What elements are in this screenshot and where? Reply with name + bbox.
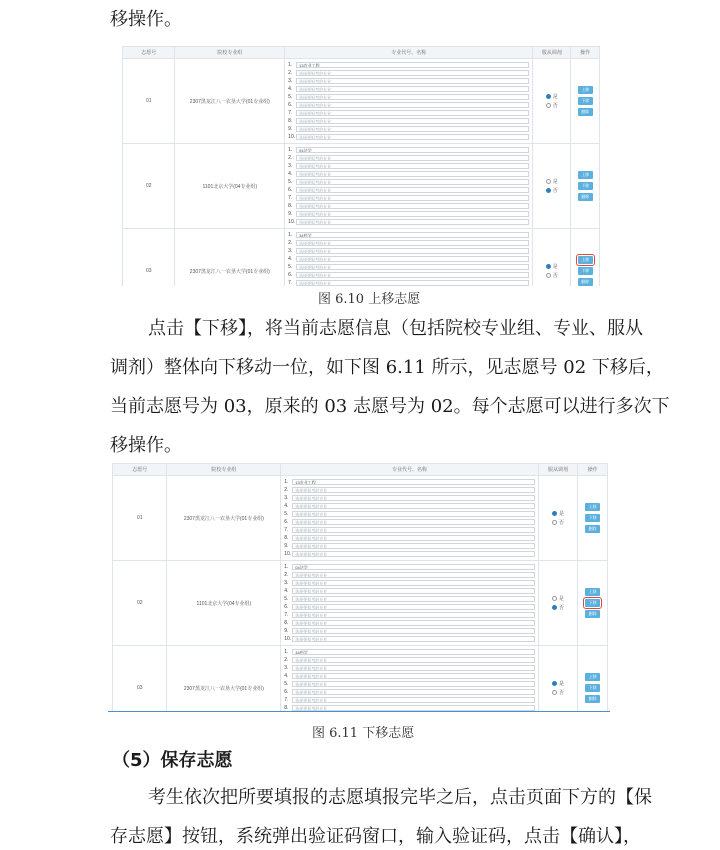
major-slot [288,255,529,263]
major-slot-number: 1. [284,479,289,485]
adjust-radio-yes[interactable] [539,679,578,688]
major-select[interactable]: 选择要报考的专业 [292,657,534,664]
adjust-options [538,646,578,712]
adjust-radio-no[interactable] [539,688,578,697]
major-slot [284,619,534,627]
major-slot [288,239,529,247]
major-select[interactable]: 选择要报考的专业 [296,203,529,210]
major-select[interactable]: 选择要报考的专业 [296,163,529,170]
major-slot [288,271,529,279]
major-slot-number: 1. [284,649,289,655]
major-slot-number: 2. [288,70,293,76]
move-down-button[interactable]: 下移 [585,599,600,607]
major-slot [288,162,529,170]
major-select[interactable]: 选择要报考的专业 [292,495,534,502]
major-select[interactable]: 选择要报考的专业 [296,102,529,109]
adjust-radio-no[interactable] [539,518,578,527]
adjust-radio-yes[interactable] [533,177,570,186]
major-slot [288,263,529,271]
major-slot [284,688,534,696]
major-select[interactable]: 选择要报考的专业 [292,519,534,526]
major-select[interactable]: 选择要报考的专业 [292,527,534,534]
major-slot [284,486,534,494]
major-slot [284,563,534,571]
major-slot [288,194,529,202]
school-group: 2307黑龙江八一农垦大学(01专业组) [175,59,285,144]
major-select[interactable]: 选择要报考的专业 [292,705,534,711]
figure-divider [108,711,610,712]
major-select[interactable]: 选择要报考的专业 [296,118,529,125]
radio-dot-icon [552,520,557,525]
move-del-button[interactable]: 删除 [578,108,593,116]
move-down-button[interactable]: 下移 [578,97,593,105]
radio-label: 是 [558,681,564,687]
major-slot-number: 9. [288,211,293,217]
major-select[interactable]: 选择要报考的专业 [296,264,529,271]
major-slot [288,125,529,133]
major-select[interactable]: 34药学 [296,232,529,239]
major-list [281,476,538,561]
major-slot-number: 2. [288,240,293,246]
radio-label: 否 [552,273,558,279]
major-slot [284,502,534,510]
adjust-options [538,561,578,646]
major-select[interactable]: 选择要报考的专业 [292,535,534,542]
major-slot [284,611,534,619]
operations [571,59,600,144]
major-slot-number: 5. [284,511,289,517]
major-slot [284,595,534,603]
major-slot [284,571,534,579]
radio-dot-icon [546,94,551,99]
major-slot [288,109,529,117]
move-up-button[interactable]: 上移 [578,171,593,179]
major-select[interactable]: 选择要报考的专业 [292,673,534,680]
table-row [123,59,600,144]
volunteer-number: 03 [113,646,167,712]
major-select[interactable]: 选择要报考的专业 [292,628,534,635]
adjust-radio-no[interactable] [539,603,578,612]
major-slot-number: 1. [288,62,293,68]
major-slot-number: 6. [288,187,293,193]
table-header-row [113,464,608,476]
school-group: 2307黑龙江八一农垦大学(01专业组) [167,646,281,712]
major-select[interactable]: 选择要报考的专业 [292,588,534,595]
major-select[interactable]: 选择要报考的专业 [296,86,529,93]
volunteer-number: 01 [113,476,167,561]
operations [578,561,608,646]
major-slot [284,494,534,502]
major-select[interactable]: 选择要报考的专业 [292,636,534,643]
radio-dot-icon [546,103,551,108]
major-slot-number: 4. [288,86,293,92]
major-select[interactable]: 选择要报考的专业 [296,219,529,226]
radio-dot-icon [552,681,557,686]
major-slot [284,627,534,635]
volunteer-number: 02 [123,144,175,229]
major-slot-number: 2. [284,487,289,493]
major-list [285,144,533,229]
major-slot [284,696,534,704]
major-slot [288,85,529,93]
major-slot [288,210,529,218]
move-down-button[interactable]: 下移 [578,182,593,190]
major-select[interactable]: 13农业工程 [292,479,534,486]
major-slot-number: 10. [284,636,292,642]
major-slot-number: 4. [284,588,289,594]
adjust-options [533,229,571,287]
major-select[interactable]: 选择要报考的专业 [296,187,529,194]
table-row [123,144,600,229]
major-select[interactable]: 选择要报考的专业 [292,551,534,558]
major-slot [288,69,529,77]
major-select[interactable]: 选择要报考的专业 [292,681,534,688]
school-group: 2307黑龙江八一农垦大学(01专业组) [167,476,281,561]
major-slot [288,279,529,286]
major-select[interactable]: 选择要报考的专业 [292,580,534,587]
major-slot-number: 10. [288,219,296,225]
major-select[interactable]: 选择要报考的专业 [292,596,534,603]
major-select[interactable]: 选择要报考的专业 [296,78,529,85]
major-list [285,229,533,287]
move-del-button[interactable]: 删除 [585,695,600,703]
table-row [123,229,600,287]
table-header-row [123,47,600,59]
major-select[interactable]: 选择要报考的专业 [292,572,534,579]
section-heading-save: （5）保存志愿 [112,750,233,771]
paragraph-save: 考生依次把所要填报的志愿填报完毕之后，点击页面下方的【保 存志愿】按钮，系统弹出验证码窗口，输入验证码，点击【确认】， [110,787,652,847]
major-slot-number: 4. [284,503,289,509]
major-slot [284,518,534,526]
major-slot [288,218,529,226]
adjust-radio-yes[interactable] [539,509,578,518]
radio-label: 否 [552,188,558,194]
major-slot [288,93,529,101]
adjust-radio-no[interactable] [533,271,570,280]
major-slot-number: 9. [284,543,289,549]
adjust-options [538,476,578,561]
major-slot [284,672,534,680]
adjust-options [533,144,571,229]
major-slot [284,526,534,534]
column-header: 操作 [571,47,600,59]
major-slot [284,603,534,611]
column-header: 专业代号、名称 [285,47,533,59]
major-slot [284,534,534,542]
major-slot-number: 10. [288,134,296,140]
radio-label: 是 [552,264,558,270]
major-slot-number: 6. [284,519,289,525]
major-slot [284,635,534,643]
major-select[interactable]: 选择要报考的专业 [292,511,534,518]
major-slot [284,478,534,486]
volunteer-number: 03 [123,229,175,287]
major-slot-number: 10. [284,551,292,557]
major-slot-number: 3. [288,248,293,254]
adjust-radio-no[interactable] [533,186,570,195]
paragraph-move-down: 点击【下移】，将当前志愿信息（包括院校专业组、专业、服从 调剂）整体向下移动一位，如下图 6.11 所示，见志愿号 02 下移后， 当前志愿号为 03，原来的 03 志愿号为 02。每个志愿可以进行多次下 移操作。 [110,318,670,456]
major-slot-number: 7. [288,195,293,201]
radio-dot-icon [546,273,551,278]
major-slot [284,587,534,595]
major-select[interactable]: 选择要报考的专业 [296,171,529,178]
radio-dot-icon [546,264,551,269]
volunteer-table [122,46,600,286]
major-slot-number: 8. [284,705,289,711]
figure-caption-6-10: 图 6.10 上移志愿 [318,292,421,307]
major-slot [288,146,529,154]
radio-dot-icon [546,179,551,184]
move-down-button[interactable]: 下移 [578,267,593,275]
major-slot [284,542,534,550]
major-slot-number: 7. [284,612,289,618]
major-slot [288,154,529,162]
move-del-button[interactable]: 删除 [578,193,593,201]
major-slot-number: 5. [288,264,293,270]
major-select[interactable]: 选择要报考的专业 [292,665,534,672]
volunteer-number: 01 [123,59,175,144]
adjust-radio-yes[interactable] [533,262,570,271]
move-up-button[interactable]: 上移 [578,256,593,264]
major-select[interactable]: 选择要报考的专业 [296,280,529,286]
major-slot [284,550,534,558]
major-select[interactable]: 选择要报考的专业 [292,503,534,510]
move-down-button[interactable]: 下移 [585,514,600,522]
major-slot-number: 5. [284,596,289,602]
column-header: 操作 [578,464,608,476]
major-slot-number: 1. [288,147,293,153]
major-select[interactable]: 选择要报考的专业 [296,272,529,279]
major-list [281,646,538,712]
radio-dot-icon [552,511,557,516]
major-slot-number: 9. [288,126,293,132]
major-list [285,59,533,144]
radio-label: 否 [558,520,564,526]
column-header: 服从调剂 [538,464,578,476]
figure-move-up-screenshot [122,46,600,286]
major-slot [288,101,529,109]
major-slot [288,77,529,85]
major-select[interactable]: 选择要报考的专业 [296,110,529,117]
adjust-options [533,59,571,144]
major-slot-number: 7. [288,110,293,116]
major-slot-number: 4. [288,171,293,177]
major-slot-number: 4. [284,673,289,679]
radio-label: 否 [552,103,558,109]
major-slot-number: 6. [288,102,293,108]
major-slot-number: 5. [288,179,293,185]
major-select[interactable]: 选择要报考的专业 [296,195,529,202]
major-slot [284,656,534,664]
major-slot-number: 8. [288,118,293,124]
column-header: 志愿号 [113,464,167,476]
major-select[interactable]: 选择要报考的专业 [292,620,534,627]
major-slot-number: 7. [284,527,289,533]
major-select[interactable]: 选择要报考的专业 [292,487,534,494]
column-header: 专业代号、名称 [281,464,538,476]
move-del-button[interactable]: 删除 [585,525,600,533]
major-select[interactable]: 选择要报考的专业 [296,240,529,247]
adjust-radio-yes[interactable] [539,594,578,603]
major-select[interactable]: 选择要报考的专业 [296,134,529,141]
major-slot [288,61,529,69]
major-slot-number: 5. [284,681,289,687]
volunteer-table [112,463,608,711]
column-header: 志愿号 [123,47,175,59]
major-slot [288,247,529,255]
school-group: 1101北京大学(04专业组) [167,561,281,646]
operations [571,229,600,287]
major-slot-number: 3. [284,665,289,671]
major-slot [288,170,529,178]
operations [578,476,608,561]
figure-move-down-screenshot [112,463,608,711]
radio-dot-icon [552,690,557,695]
major-slot-number: 8. [284,620,289,626]
top-text: 移操作。 [110,9,182,30]
major-list [281,561,538,646]
major-slot [284,680,534,688]
major-select[interactable]: 选择要报考的专业 [292,689,534,696]
radio-label: 是 [558,596,564,602]
major-slot-number: 2. [288,155,293,161]
column-header: 院校专业组 [167,464,281,476]
major-slot [288,202,529,210]
major-select[interactable]: 04法学 [292,564,534,571]
move-down-button[interactable]: 下移 [585,684,600,692]
major-select[interactable]: 选择要报考的专业 [292,612,534,619]
major-slot-number: 3. [288,78,293,84]
major-slot [288,133,529,141]
radio-dot-icon [552,605,557,610]
major-slot [288,186,529,194]
major-slot-number: 8. [284,535,289,541]
major-slot-number: 7. [288,280,293,286]
radio-label: 是 [558,511,564,517]
major-select[interactable]: 13农业工程 [296,62,529,69]
major-slot-number: 2. [284,657,289,663]
major-slot-number: 6. [284,689,289,695]
adjust-radio-yes[interactable] [533,92,570,101]
major-slot [284,510,534,518]
major-select[interactable]: 选择要报考的专业 [296,70,529,77]
radio-dot-icon [552,596,557,601]
major-select[interactable]: 选择要报考的专业 [296,211,529,218]
major-slot-number: 7. [284,697,289,703]
major-select[interactable]: 选择要报考的专业 [292,697,534,704]
radio-label: 是 [552,94,558,100]
adjust-radio-no[interactable] [533,101,570,110]
major-select[interactable]: 选择要报考的专业 [296,126,529,133]
major-slot [284,664,534,672]
major-slot-number: 6. [284,604,289,610]
move-up-button[interactable]: 上移 [585,673,600,681]
figure-caption-6-11: 图 6.11 下移志愿 [312,726,415,741]
operations [578,646,608,712]
radio-label: 是 [552,179,558,185]
major-slot [288,231,529,239]
major-slot-number: 5. [288,94,293,100]
major-select[interactable]: 选择要报考的专业 [296,256,529,263]
major-slot [284,648,534,656]
major-slot-number: 1. [284,564,289,570]
table-row [113,646,608,712]
major-slot-number: 1. [288,232,293,238]
table-row [113,476,608,561]
school-group: 2307黑龙江八一农垦大学(01专业组) [175,229,285,287]
move-up-button[interactable]: 上移 [585,588,600,596]
major-slot [288,178,529,186]
major-slot-number: 3. [288,163,293,169]
major-slot-number: 2. [284,572,289,578]
volunteer-number: 02 [113,561,167,646]
column-header: 院校专业组 [175,47,285,59]
major-select[interactable]: 34药学 [292,649,534,656]
major-select[interactable]: 选择要报考的专业 [296,94,529,101]
operations [571,144,600,229]
move-del-button[interactable]: 删除 [585,610,600,618]
major-slot-number: 3. [284,495,289,501]
major-select[interactable]: 选择要报考的专业 [296,248,529,255]
major-slot [288,117,529,125]
radio-label: 否 [558,605,564,611]
major-slot [284,704,534,711]
major-select[interactable]: 选择要报考的专业 [292,543,534,550]
major-slot-number: 6. [288,272,293,278]
move-del-button[interactable]: 删除 [578,278,593,286]
major-slot-number: 9. [284,628,289,634]
major-select[interactable]: 04法学 [296,147,529,154]
school-group: 1101北京大学(04专业组) [175,144,285,229]
major-select[interactable]: 选择要报考的专业 [296,155,529,162]
radio-label: 否 [558,690,564,696]
major-slot-number: 4. [288,256,293,262]
table-row [113,561,608,646]
move-up-button[interactable]: 上移 [585,503,600,511]
major-slot [284,579,534,587]
radio-dot-icon [546,188,551,193]
major-select[interactable]: 选择要报考的专业 [296,179,529,186]
column-header: 服从调剂 [533,47,571,59]
major-slot-number: 3. [284,580,289,586]
major-select[interactable]: 选择要报考的专业 [292,604,534,611]
move-up-button[interactable]: 上移 [578,86,593,94]
major-slot-number: 8. [288,203,293,209]
